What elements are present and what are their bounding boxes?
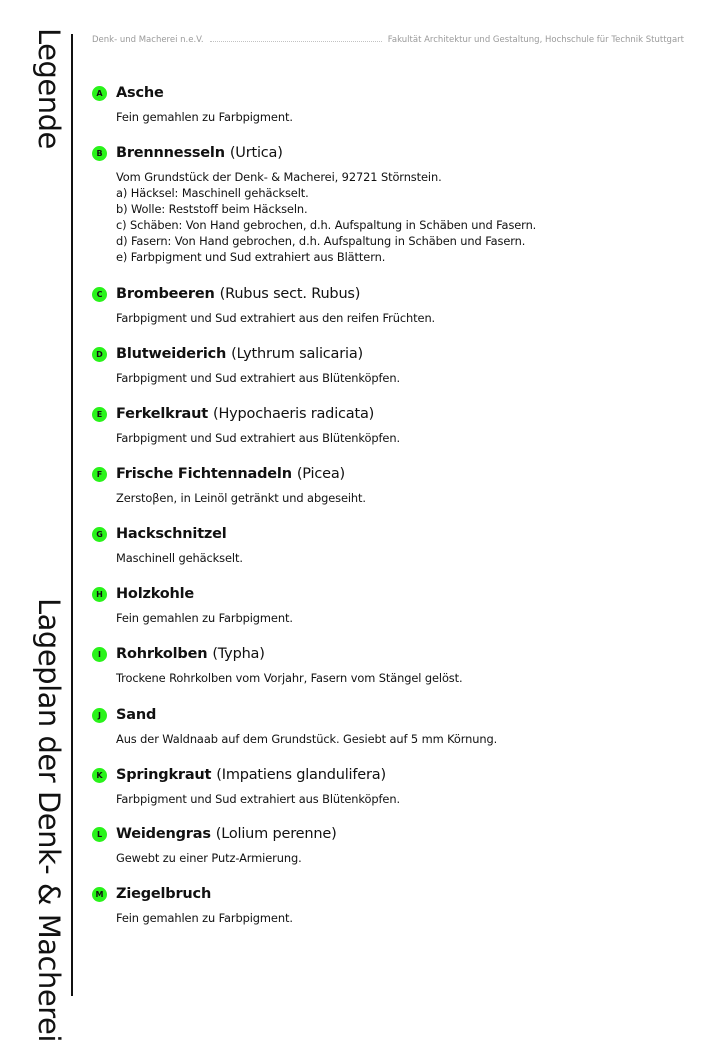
material-description (116, 550, 243, 566)
latin-name: (Urtica) (229, 145, 283, 161)
material-description (116, 910, 293, 926)
legend-entry-heading (92, 346, 400, 362)
legend-entry-heading (92, 406, 400, 422)
legend-entry-m (92, 886, 293, 926)
description-line: Farbpigment und Sud extrahiert aus den reifen Früchten. (116, 311, 436, 325)
description-line: Vom Grundstück der Denk- & Macherei, 92721 Störnstein. (116, 170, 442, 184)
description-line: Gewebt zu einer Putz-Armierung. (116, 851, 302, 865)
latin-name: (Typha) (212, 646, 265, 662)
legend-entry-heading (92, 85, 293, 101)
material-description (116, 109, 293, 125)
header-left-text: Denk- und Macherei n.e.V. (92, 35, 204, 45)
legend-entry-d (92, 346, 400, 386)
latin-name: (Rubus sect. Rubus) (219, 286, 361, 302)
legend-entry-b (92, 145, 536, 265)
letter-badge: J (92, 708, 107, 723)
description-line: Zerstoβen, in Leinöl getränkt und abgeseiht. (116, 491, 366, 505)
material-name: Blutweiderich (116, 346, 227, 362)
letter-badge: L (92, 827, 107, 842)
latin-name: (Lolium perenne) (215, 826, 337, 842)
material-name: Springkraut (116, 767, 212, 783)
material-name: Ferkelkraut (116, 406, 208, 422)
description-line: Fein gemahlen zu Farbpigment. (116, 110, 293, 124)
legend-entry-g (92, 526, 243, 566)
latin-name: (Lythrum salicaria) (231, 346, 363, 362)
legend-entry-heading (92, 646, 463, 662)
material-description (116, 850, 337, 866)
letter-badge: A (92, 86, 107, 101)
legend-entry-heading (92, 707, 497, 723)
description-line: d) Fasern: Von Hand gebrochen, d.h. Aufspaltung in Schäben und Fasern. (116, 234, 526, 248)
letter-badge: E (92, 407, 107, 422)
legend-entry-c (92, 286, 435, 326)
letter-badge: C (92, 287, 107, 302)
material-name: Brennnesseln (116, 145, 225, 161)
description-line: Trockene Rohrkolben vom Vorjahr, Fasern vom Stängel gelöst. (116, 671, 463, 685)
legend-entry-heading (92, 466, 366, 482)
side-title-legend: Legende (32, 28, 66, 149)
letter-badge: B (92, 146, 107, 161)
legend-entry-e (92, 406, 400, 446)
material-description (116, 731, 497, 747)
legend-entry-heading (92, 767, 400, 783)
description-line: Farbpigment und Sud extrahiert aus Blütenköpfen. (116, 371, 400, 385)
legend-entry-k (92, 767, 400, 807)
legend-entry-heading (92, 586, 293, 602)
legend-entry-heading (92, 526, 243, 542)
legend-entry-a (92, 85, 293, 125)
material-name: Sand (116, 707, 157, 723)
material-description (116, 610, 293, 626)
legend-entry-heading (92, 886, 293, 902)
description-line: Aus der Waldnaab auf dem Grundstück. Gesiebt auf 5 mm Körnung. (116, 732, 498, 746)
letter-badge: F (92, 467, 107, 482)
material-name: Holzkohle (116, 586, 195, 602)
description-line: c) Schäben: Von Hand gebrochen, d.h. Aufspaltung in Schäben und Fasern. (116, 218, 537, 232)
material-description (116, 370, 400, 386)
material-name: Ziegelbruch (116, 886, 212, 902)
material-name: Asche (116, 85, 164, 101)
material-description (116, 791, 400, 807)
description-line: e) Farbpigment und Sud extrahiert aus Blättern. (116, 250, 386, 264)
legend-entry-l (92, 826, 337, 866)
vertical-divider (71, 34, 73, 996)
letter-badge: M (92, 887, 107, 902)
letter-badge: G (92, 527, 107, 542)
material-description (116, 430, 400, 446)
letter-badge: I (92, 647, 107, 662)
legend-entry-h (92, 586, 293, 626)
latin-name: (Hypochaeris radicata) (213, 406, 375, 422)
description-line: a) Häcksel: Maschinell gehäckselt. (116, 186, 309, 200)
material-description (116, 169, 536, 265)
material-name: Frische Fichtennadeln (116, 466, 292, 482)
legend-entry-i (92, 646, 463, 686)
header-dotted-rule (210, 41, 382, 42)
legend-entry-heading (92, 286, 435, 302)
material-name: Brombeeren (116, 286, 215, 302)
material-description (116, 310, 435, 326)
description-line: Fein gemahlen zu Farbpigment. (116, 611, 293, 625)
material-description (116, 490, 366, 506)
letter-badge: K (92, 768, 107, 783)
legend-entry-j (92, 707, 497, 747)
letter-badge: H (92, 587, 107, 602)
material-name: Weidengras (116, 826, 211, 842)
legend-entry-heading (92, 826, 337, 842)
latin-name: (Picea) (296, 466, 345, 482)
description-line: Fein gemahlen zu Farbpigment. (116, 911, 293, 925)
description-line: b) Wolle: Reststoff beim Häckseln. (116, 202, 308, 216)
material-name: Hackschnitzel (116, 526, 227, 542)
description-line: Farbpigment und Sud extrahiert aus Blütenköpfen. (116, 792, 400, 806)
material-name: Rohrkolben (116, 646, 208, 662)
description-line: Maschinell gehäckselt. (116, 551, 243, 565)
description-line: Farbpigment und Sud extrahiert aus Blütenköpfen. (116, 431, 400, 445)
latin-name: (Impatiens glandulifera) (216, 767, 386, 783)
material-description (116, 670, 463, 686)
letter-badge: D (92, 347, 107, 362)
legend-entry-heading (92, 145, 536, 161)
side-title-site-plan: Lageplan der Denk- & Macherei (32, 598, 66, 1042)
legend-entry-f (92, 466, 366, 506)
header (92, 35, 684, 45)
header-right-text: Fakultät Architektur und Gestaltung, Hochschule für Technik Stuttgart (387, 35, 684, 45)
